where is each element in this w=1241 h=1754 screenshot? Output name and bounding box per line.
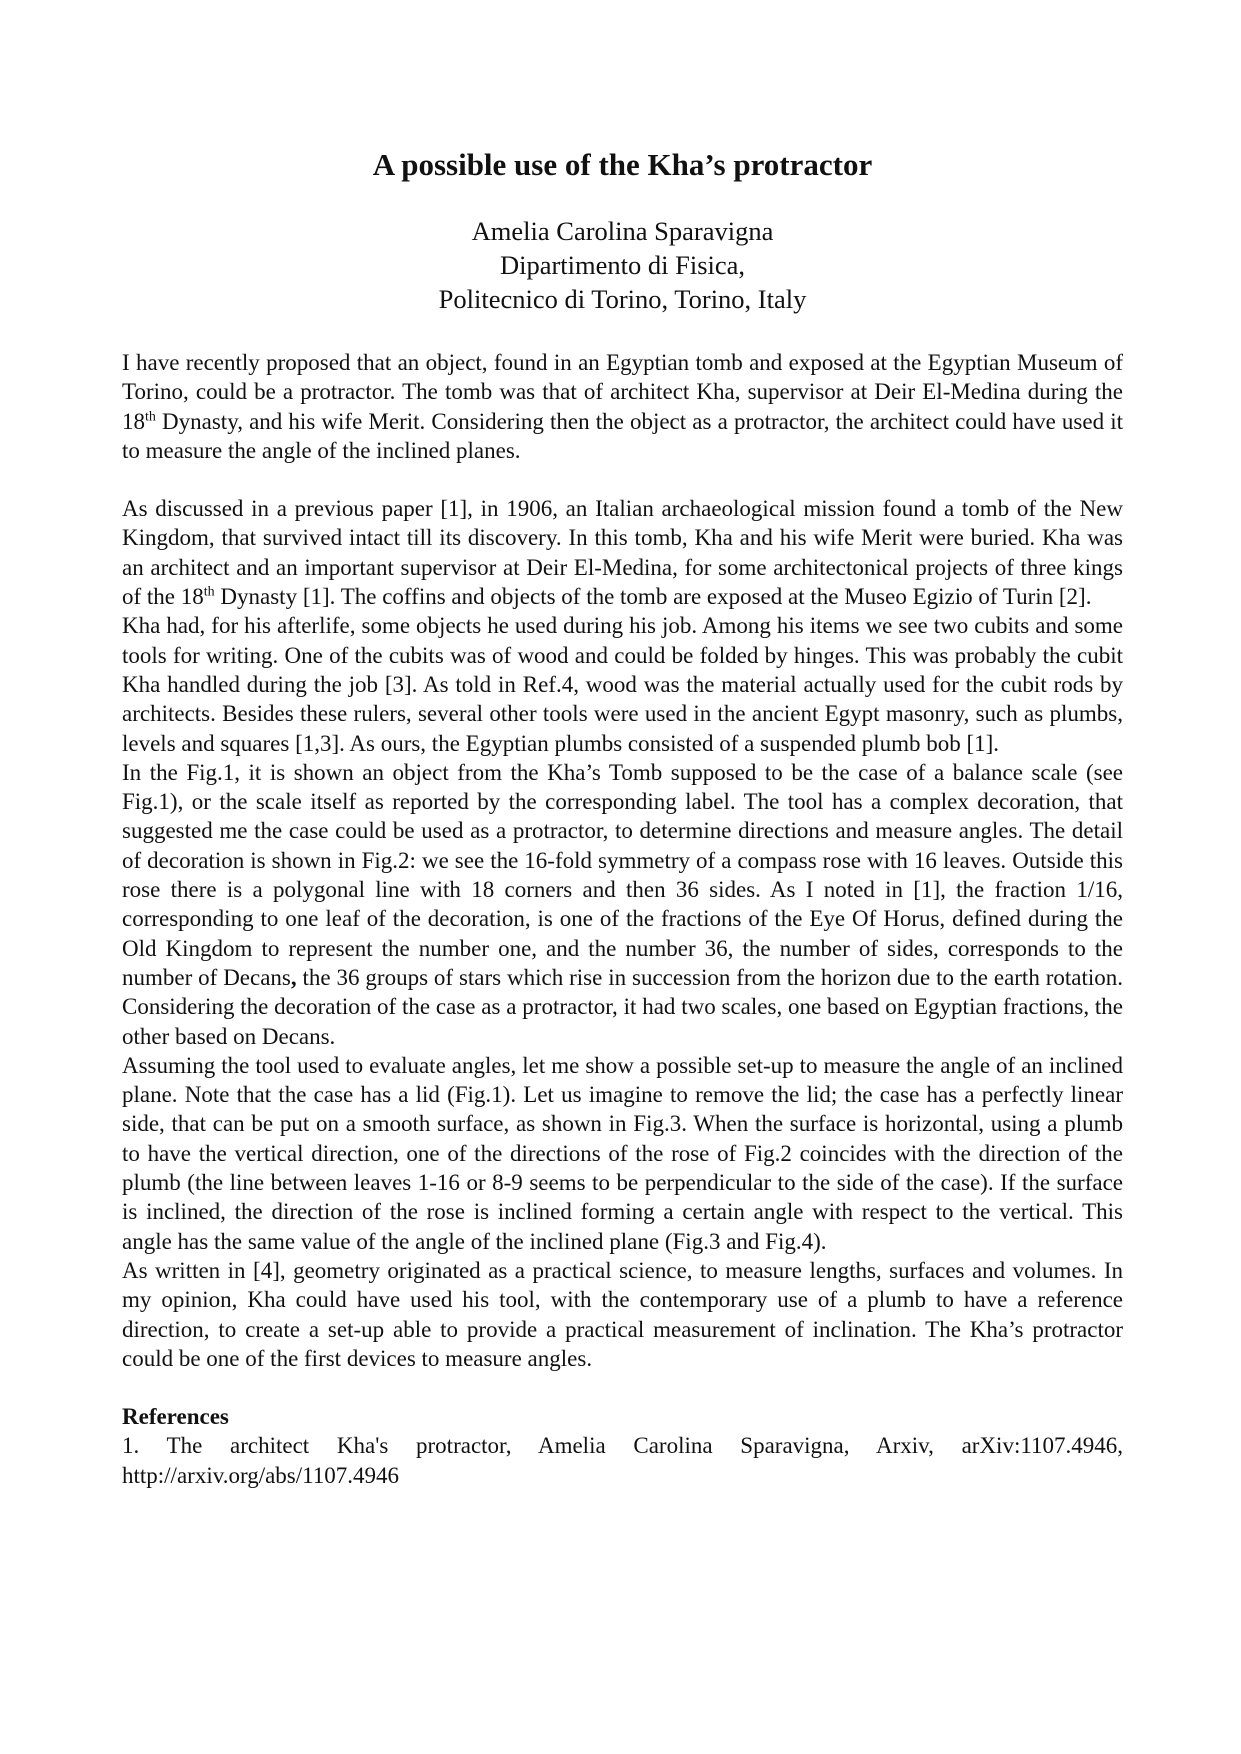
paragraph-gap bbox=[122, 465, 1123, 494]
body-paragraph-3 bbox=[122, 758, 1123, 1051]
body-paragraph-4: Assuming the tool used to evaluate angles, let me show a possible set-up to measure the angle of an inclined plane. Note that the case has a lid (Fig.1). Let us imagine to remove the lid; the case has a perfectly linear side, that can be put on a smooth surface, as shown in Fig.3. When the surface is horizontal, using a plumb to have the vertical direction, one of the directions of the rose of Fig.2 coincides with the direction of the plumb (the line between leaves 1-16 or 8-9 seems to be perpendicular to the side of the case). If the surface is inclined, the direction of the rose is inclined forming a certain angle with respect to the vertical. This angle has the same value of the angle of the inclined plane (Fig.3 and Fig.4). bbox=[122, 1052, 1123, 1254]
body-paragraph-2: Kha had, for his afterlife, some objects he used during his job. Among his items we see two cubits and some tools for writing. One of the cubits was of wood and could be folded by hinges. This was probably the cubit Kha handled during the job [3]. As told in Ref.4, wood was the material actually used for the cubit rods by architects. Besides these rulers, several other tools were used in the ancient Egypt masonry, such as plumbs, levels and squares [1,3]. As ours, the Egyptian plumbs consisted of a suspended plumb bob [1]. bbox=[122, 613, 1123, 756]
paragraph-1-superscript: th bbox=[203, 584, 215, 600]
paragraph-gap bbox=[122, 1373, 1123, 1402]
paragraph-1-text-2: Dynasty [1]. The coffins and objects of the tomb are exposed at the Museo Egizio of Turin [2]. bbox=[214, 584, 1092, 610]
abstract-text-2: Dynasty, and his wife Merit. Considering then the object as a protractor, the architect could have used it to measure the angle of the inclined planes. bbox=[122, 408, 1123, 463]
references-heading: References bbox=[122, 1404, 229, 1430]
abstract-text-1: I have recently proposed that an object, found in an Egyptian tomb and exposed at the Egyptian Museum of Torino, could be a protractor. The tomb was that of architect Kha, supervisor at Deir El-Medina during the 18 bbox=[122, 350, 1123, 434]
paragraph-3-text-2: the 36 groups of stars which rise in succession from the horizon due to the earth rotation. Considering the decoration of the case as a protractor, it had two scales, one based on Egyptian fractions, the other based on Decans. bbox=[122, 964, 1123, 1049]
paragraph-1-text-1: As discussed in a previous paper [1], in 1906, an Italian archaeological mission found a tomb of the New Kingdom, that survived intact till its discovery. In this tomb, Kha and his wife Merit were buried. Kha was an architect and an important supervisor at Deir El-Medina, for some architectonical projects of three kings of the 18 bbox=[122, 496, 1123, 610]
body-paragraph-5: As written in [4], geometry originated as a practical science, to measure lengths, surfaces and volumes. In my opinion, Kha could have used his tool, with the contemporary use of a plumb to have a reference direction, to create a set-up able to provide a practical measurement of inclination. The Kha’s protractor could be one of the first devices to measure angles. bbox=[122, 1257, 1123, 1371]
abstract-superscript: th bbox=[145, 408, 156, 424]
author-block bbox=[122, 214, 1123, 316]
paragraph-3-text-1: In the Fig.1, it is shown an object from the Kha’s Tomb supposed to be the case of a balance scale (see Fig.1), or the scale itself as reported by the corresponding label. The tool has a complex decoration, that suggested me the case could be used as a protractor, to determine directions and measure angles. The detail of decoration is shown in Fig.2: we see the 16-fold symmetry of a compass rose with 16 leaves. Outside this rose there is a polygonal line with 18 corners and then 36 sides. As I noted in [1], the fraction 1/16, corresponding to one leaf of the decoration, is one of the fractions of the Eye Of Horus, defined during the Old Kingdom to represent the number one, and the number 36, the number of sides, corresponds to the number of Decans bbox=[122, 759, 1123, 990]
paper-title: A possible use of the Kha’s protractor bbox=[372, 147, 873, 182]
author-department: Dipartimento di Fisica, bbox=[499, 250, 746, 280]
abstract-paragraph bbox=[122, 348, 1123, 465]
author-institution: Politecnico di Torino, Torino, Italy bbox=[438, 284, 807, 314]
body-paragraph-1 bbox=[122, 494, 1123, 611]
paragraph-3-bold-comma: , bbox=[290, 964, 297, 990]
paper-body bbox=[122, 348, 1123, 1490]
author-name: Amelia Carolina Sparavigna bbox=[471, 216, 774, 246]
reference-item: 1. The architect Kha's protractor, Amelia Carolina Sparavigna, Arxiv, arXiv:1107.4946, http://arxiv.org/abs/1107.4946 bbox=[122, 1433, 1123, 1488]
